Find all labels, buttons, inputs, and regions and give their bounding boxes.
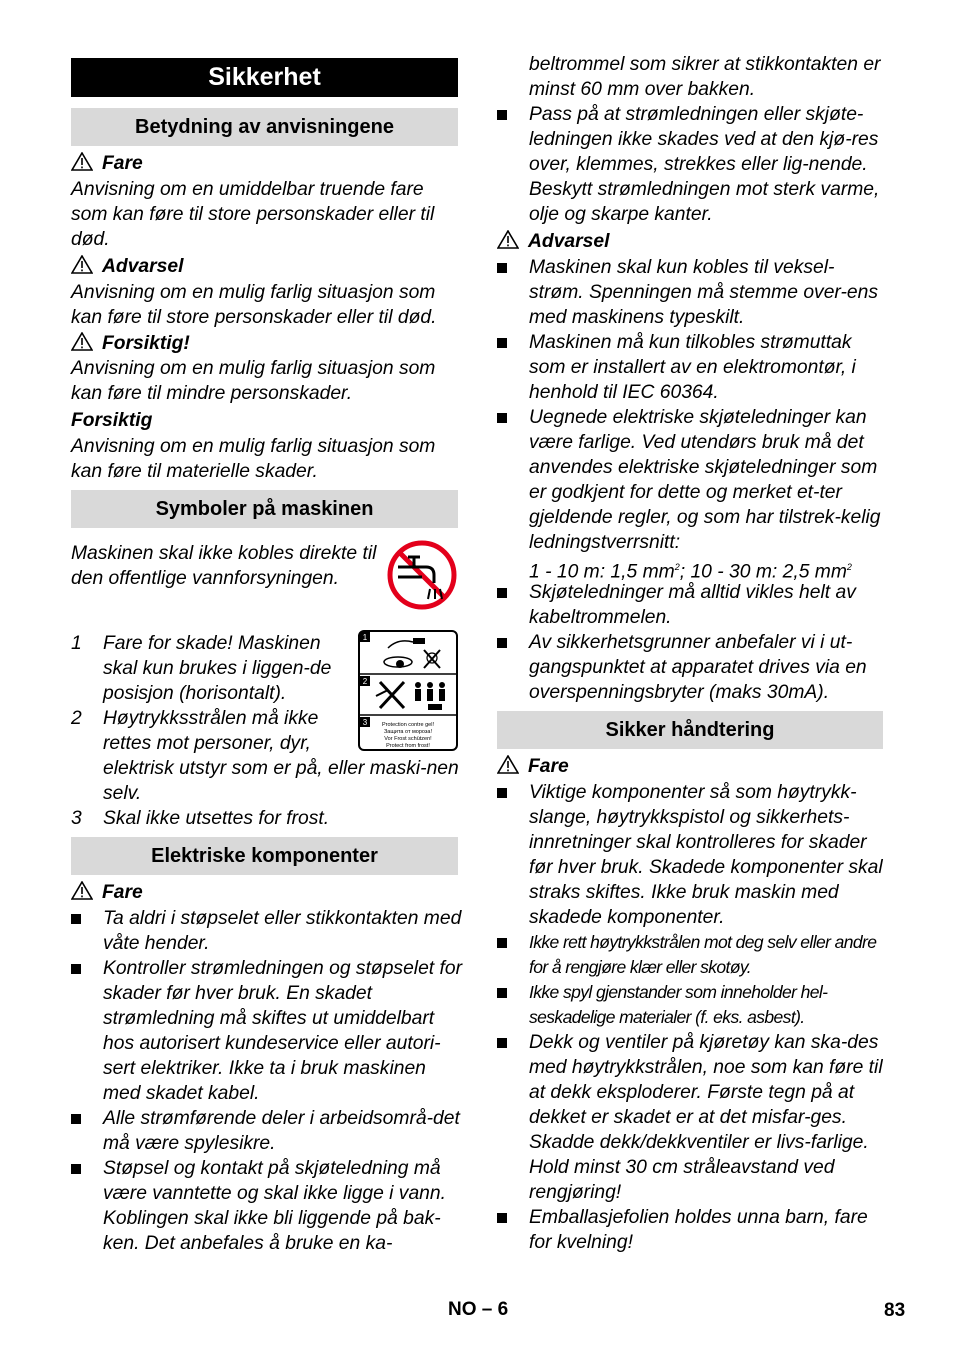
- forsiktig-label: Forsiktig!: [71, 331, 190, 356]
- list-item: Maskinen skal kun kobles til veksel-strøm. Spenningen må stemme over-ens med maskinens typeskilt.: [497, 255, 889, 330]
- continued-text: beltrommel som sikrer at stikkontakten er minst 60 mm over bakken.: [529, 54, 881, 100]
- warning-triangle-icon: [71, 255, 93, 274]
- water-supply-text: Maskinen skal ikke kobles direkte til den offentlige vannforsyningen.: [71, 543, 377, 589]
- warning-triangle-icon: [497, 755, 519, 774]
- list-item: Uegnede elektriske skjøteledninger kan være farlige. Ved utendørs bruk må det anvendes elektriske skjøteledninger som er godkjent for dette og merket et-ter gjeldende regler, og som har tilstrek-kelig ledningstverrsnitt:: [497, 405, 889, 555]
- warning-triangle-icon: [71, 881, 93, 900]
- forsiktig-description: Anvisning om en mulig farlig situasjon som kan føre til mindre personskader.: [71, 358, 436, 404]
- list-item: Ta aldri i støpselet eller stikkontakten med våte hender.: [71, 906, 463, 956]
- list-item: Alle strømførende deler i arbeidsområ-det må være spylesikre.: [71, 1106, 463, 1156]
- list-item: Emballasjefolien holdes unna barn, fare for kvelning!: [497, 1205, 889, 1255]
- label-frost-text: Protect from frost!: [386, 743, 430, 749]
- list-item: 2 Høytrykksstrålen må ikke rettes mot personer, dyr, elektrisk utstyr som er på, eller maski-nen selv.: [71, 708, 459, 804]
- advarsel-label: Advarsel: [497, 229, 609, 254]
- fare-label: Fare: [497, 754, 569, 779]
- section-heading-sikker-handtering: Sikker håndtering: [497, 711, 883, 749]
- page-label: NO – 6: [448, 1299, 509, 1320]
- list-item: Ikke rett høytrykkstrålen mot deg selv eller andre for å rengjøre klær eller skotøy.: [497, 930, 889, 980]
- warning-triangle-icon: [71, 332, 93, 351]
- cable-section-text: 1 - 10 m: 1,5 $mm^2$; 10 - 30 m: 2,5 $mm^2$: [529, 561, 852, 583]
- page-number: 83: [884, 1300, 906, 1321]
- bullet-square-icon: [497, 588, 507, 598]
- warning-triangle-icon: [71, 152, 93, 171]
- bullet-square-icon: [71, 1114, 81, 1124]
- warning-triangle-icon: [497, 230, 519, 249]
- bullet-square-icon: [71, 914, 81, 924]
- list-item: 3 Skal ikke utsettes for frost.: [71, 808, 330, 829]
- label-frost-text: Защита от мороза!: [383, 729, 433, 735]
- list-item: 1 Fare for skade! Maskinen skal kun brukes i liggen-de posisjon (horisontalt).: [71, 633, 332, 704]
- machine-warning-label-image: [358, 630, 458, 756]
- section-heading-elektriske: Elektriske komponenter: [71, 837, 458, 875]
- list-item: Kontroller strømledningen og støpselet for skader før hver bruk. En skadet strømledning må skiftes ut umiddelbart hos autorisert kundeservice eller autori-sert elektriker. Ikke ta i bruk maskinen med skadet kabel.: [71, 956, 463, 1106]
- bullet-square-icon: [497, 638, 507, 648]
- advarsel-description: Anvisning om en mulig farlig situasjon som kan føre til store personskader eller til død.: [71, 282, 437, 328]
- section-heading-symboler: Symboler på maskinen: [71, 490, 458, 528]
- bullet-square-icon: [497, 263, 507, 273]
- bullet-square-icon: [497, 988, 507, 998]
- fare-label: Fare: [71, 880, 143, 905]
- bullet-square-icon: [497, 1213, 507, 1223]
- bullet-square-icon: [497, 938, 507, 948]
- bullet-square-icon: [497, 338, 507, 348]
- list-item: Pass på at strømledningen eller skjøte-ledningen ikke skades ved at den kjø-res over, klemmes, strekkes eller lig-nende. Beskytt strømledningen mot sterk varme, olje og skarpe kanter.: [497, 102, 889, 227]
- fare-description: Anvisning om en umiddelbar truende fare som kan føre til store personskader eller til død.: [71, 179, 435, 250]
- section-heading-betydning: Betydning av anvisningene: [71, 108, 458, 146]
- list-item: Skjøteledninger må alltid vikles helt av kabeltrommelen.: [497, 580, 889, 630]
- list-item: Maskinen må kun tilkobles strømuttak som er installert av en elektromontør, i henhold til IEC 60364.: [497, 330, 889, 405]
- fare-label: Fare: [71, 151, 143, 176]
- label-number-1: 1: [362, 633, 368, 642]
- bullet-square-icon: [71, 1164, 81, 1174]
- no-water-tap-icon: [386, 539, 458, 616]
- forsiktig-material-label: Forsiktig: [71, 410, 153, 431]
- forsiktig-material-description: Anvisning om en mulig farlig situasjon som kan føre til materielle skader.: [71, 436, 436, 482]
- list-item: Støpsel og kontakt på skjøteledning må være vanntette og skal ikke ligge i vann. Koblingen skal ikke bli liggende på bak-ken. Det anbefales å bruke en ka-: [71, 1156, 463, 1256]
- bullet-square-icon: [497, 110, 507, 120]
- label-frost-text: Protection contre gel!: [382, 722, 434, 728]
- list-item: Ikke spyl gjenstander som inneholder hel-seskadelige materialer (f. eks. asbest).: [497, 980, 889, 1030]
- bullet-square-icon: [71, 964, 81, 974]
- list-item: Dekk og ventiler på kjøretøy kan ska-des med høytrykkstrålen, noe som kan føre til at dekk eksploderer. Første tegn på at dekket er skadet er at det misfar-ges. Skadde dekk/dekkventiler er livs-farlige. Hold minst 30 cm stråleavstand ved rengjøring!: [497, 1030, 889, 1205]
- advarsel-label: Advarsel: [71, 254, 183, 279]
- bullet-square-icon: [497, 413, 507, 423]
- label-number-2: 2: [362, 677, 368, 686]
- label-frost-text: Vor Frost schützen!: [384, 736, 432, 742]
- page-title: Sikkerhet: [71, 58, 458, 97]
- list-item-text-part1: Høytrykksstrålen må ikke rettes mot personer, dyr,: [103, 708, 319, 754]
- list-item: Av sikkerhetsgrunner anbefaler vi i ut-gangspunktet at apparatet drives via en overspenningsbryter (maks 30mA).: [497, 630, 889, 705]
- bullet-square-icon: [497, 1038, 507, 1048]
- list-item: Viktige komponenter så som høytrykk-slange, høytrykkspistol og sikkerhets-innretninger skal kontrolleres for skader før hver bruk. Skadede komponenter skal straks skiftes. Ikke bruk maskin med skadede komponenter.: [497, 780, 889, 930]
- label-number-3: 3: [362, 718, 368, 727]
- bullet-square-icon: [497, 788, 507, 798]
